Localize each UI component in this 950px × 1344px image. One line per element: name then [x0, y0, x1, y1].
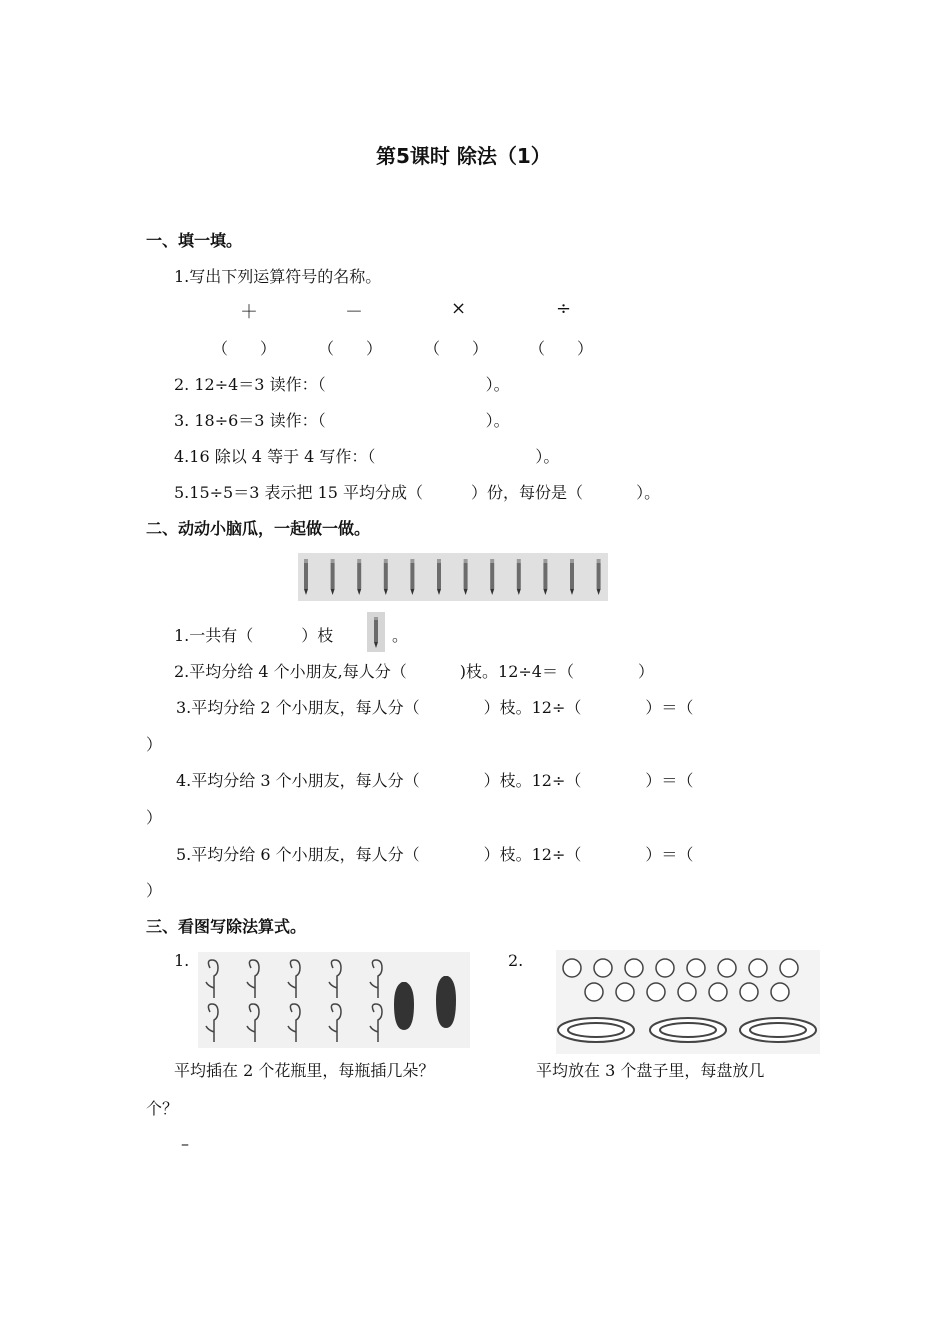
s1-question-4: 4.16 除以 4 等于 4 写作：（ ）。 [174, 447, 560, 466]
apple-mark [678, 983, 696, 1001]
apple-mark [647, 983, 665, 1001]
apple-mark [718, 959, 736, 977]
pencils-image [298, 553, 608, 601]
apple-mark [749, 959, 767, 977]
s2-question-2: 2.平均分给 4 个小朋友,每人分（ )枝。12÷4＝（ ） [174, 662, 654, 681]
apple-mark [656, 959, 674, 977]
s2-question-1-end: 。 [392, 626, 409, 645]
pencils-graphic [298, 553, 608, 601]
problem-1-number: 1. [174, 951, 190, 970]
symbol-times: × [451, 298, 467, 319]
problem-2-number: 2. [508, 951, 524, 970]
pencil-mark [517, 559, 521, 595]
apple-mark [616, 983, 634, 1001]
flower-mark [329, 960, 341, 998]
pencil-mark [410, 559, 414, 595]
s1-question-5: 5.15÷5＝3 表示把 15 平均分成（ ）份，每份是（ ）。 [174, 483, 661, 502]
apples-plates-image [556, 950, 820, 1054]
s1-question-2: 2. 12÷4＝3 读作：（ ）。 [174, 375, 510, 394]
pencil-mark [570, 559, 574, 595]
flower-mark [247, 960, 259, 998]
page-title: 第5课时 除法（1） [376, 144, 551, 168]
flower-mark [370, 960, 382, 998]
blank-times: （ ） [424, 339, 489, 358]
s2-question-3: 3.平均分给 2 个小朋友，每人分（ ）枝。12÷（ ）＝（ [176, 698, 694, 717]
s2-question-1: 1.一共有（ ）枝 [174, 626, 334, 645]
apple-mark [771, 983, 789, 1001]
answer-dash: – [181, 1134, 189, 1153]
flowers-vases-graphic [198, 952, 470, 1048]
apple-mark [709, 983, 727, 1001]
apple-mark [687, 959, 705, 977]
flower-mark [206, 960, 218, 998]
pencil-mark [464, 559, 468, 595]
symbol-minus: － [345, 302, 363, 323]
symbol-divide: ÷ [556, 298, 572, 319]
apple-mark [585, 983, 603, 1001]
apple-mark [740, 983, 758, 1001]
symbol-plus: ＋ [240, 302, 258, 323]
apples-plates-graphic [556, 950, 820, 1054]
section-1-heading: 一、填一填。 [146, 231, 243, 250]
apple-mark [780, 959, 798, 977]
flower-mark [288, 960, 300, 998]
section-3-heading: 三、看图写除法算式。 [146, 917, 307, 936]
apple-mark [563, 959, 581, 977]
section-2-heading: 二、动动小脑瓜，一起做一做。 [146, 519, 371, 538]
flower-mark [247, 1004, 259, 1042]
blank-divide: （ ） [529, 339, 594, 358]
pencil-mark [384, 559, 388, 595]
flower-mark [370, 1004, 382, 1042]
s2-question-5-end: ） [146, 881, 163, 900]
pencil-mark [357, 559, 361, 595]
flower-mark [288, 1004, 300, 1042]
flowers-vases-image [198, 952, 470, 1048]
blank-plus: （ ） [212, 339, 277, 358]
s2-question-4: 4.平均分给 3 个小朋友，每人分（ ）枝。12÷（ ）＝（ [176, 771, 694, 790]
problem-2-text: 平均放在 3 个盘子里，每盘放几 [536, 1061, 765, 1080]
s2-question-3-end: ） [146, 735, 163, 754]
pencil-icon [367, 612, 385, 652]
apple-mark [594, 959, 612, 977]
pencil-mark [543, 559, 547, 595]
pencil-mark [597, 559, 601, 595]
pencil-mark [490, 559, 494, 595]
s2-question-5: 5.平均分给 6 个小朋友，每人分（ ）枝。12÷（ ）＝（ [176, 845, 694, 864]
flower-mark [206, 1004, 218, 1042]
blank-minus: （ ） [318, 339, 383, 358]
problem-2-text-cont: 个？ [146, 1099, 179, 1118]
pencil-mark [331, 559, 335, 595]
pencil-mark [437, 559, 441, 595]
flower-mark [329, 1004, 341, 1042]
s1-question-1: 1.写出下列运算符号的名称。 [174, 267, 382, 286]
apple-mark [625, 959, 643, 977]
s1-question-3: 3. 18÷6＝3 读作：（ ）。 [174, 411, 510, 430]
pencil-mark [304, 559, 308, 595]
problem-1-text: 平均插在 2 个花瓶里，每瓶插几朵？ [174, 1061, 435, 1080]
s2-question-4-end: ） [146, 808, 163, 827]
